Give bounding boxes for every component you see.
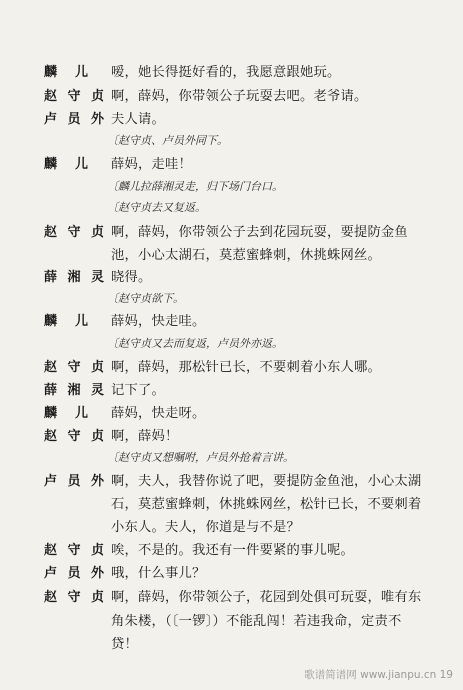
- speaker-name: 卢员外: [44, 112, 104, 127]
- stage-direction-text: 〔赵守贞又去而复返，卢员外亦返。: [107, 337, 283, 350]
- speaker-name: 赵守贞: [44, 360, 104, 375]
- page-number: 19: [439, 669, 453, 681]
- stage-direction-text: 〔赵守贞、卢员外同下。: [107, 134, 228, 147]
- dialogue-text: 啊，薛妈！: [111, 429, 179, 444]
- dialogue-text: 石，莫惹蜜蜂刺，休挑蛛网丝，松针已长，不要刺着: [111, 497, 422, 512]
- dialogue-text: 嗳，她长得挺好看的，我愿意跟她玩。: [111, 65, 341, 80]
- dialogue-text: 哦，什么事儿？: [111, 566, 206, 581]
- speaker-name: 薛湘灵: [44, 270, 104, 285]
- dialogue-text: 啊，薛妈，你带领公子，花园到处俱可玩耍，唯有东: [111, 590, 422, 605]
- stage-direction-text: 〔赵守贞又想嘱咐，卢员外抢着言讲。: [107, 451, 294, 464]
- dialogue-text: 晓得。: [111, 270, 152, 285]
- speaker-name: 麟 儿: [44, 406, 88, 421]
- dialogue-text: 小东人。夫人，你道是与不是？: [111, 520, 300, 535]
- speaker-name: 麟 儿: [44, 157, 88, 172]
- speaker-name: 麟 儿: [44, 314, 88, 329]
- speaker-name: 赵守贞: [44, 89, 104, 104]
- dialogue-text: 薛妈，走哇！: [111, 157, 192, 172]
- stage-direction-text: 〔麟儿拉薛湘灵走，归下场门台口。: [107, 180, 283, 193]
- dialogue-text: 啊，夫人，我替你说了吧，要提防金鱼池，小心太湖: [111, 474, 422, 489]
- dialogue-text: 夫人请。: [111, 112, 165, 127]
- speaker-name: 赵守贞: [44, 543, 104, 558]
- speaker-name: 卢员外: [44, 474, 104, 489]
- dialogue-text: 薛妈，快走哇。: [111, 314, 206, 329]
- dialogue-text: 角朱楼，（〔一锣〕）不能乱闯！若违我命，定责不: [111, 614, 402, 629]
- speaker-name: 薛湘灵: [44, 383, 104, 398]
- dialogue-text: 唉，不是的。我还有一件要紧的事儿呢。: [111, 543, 354, 558]
- dialogue-text: 池，小心太湖石，莫惹蜜蜂刺，休挑蛛网丝。: [111, 248, 381, 263]
- speaker-name: 卢员外: [44, 566, 104, 581]
- stage-direction-text: 〔赵守贞欲下。: [107, 292, 184, 305]
- dialogue-text: 贷！: [111, 637, 138, 652]
- watermark-footer: [304, 667, 453, 682]
- dialogue-text: 薛妈，快走呀。: [111, 406, 206, 421]
- dialogue-text: 啊，薛妈，你带领公子去到花园玩耍，要提防金鱼: [111, 225, 408, 240]
- dialogue-text: 啊，薛妈，你带领公子玩耍去吧。老爷请。: [111, 89, 368, 104]
- speaker-name: 赵守贞: [44, 225, 104, 240]
- watermark-text: 歌谱简谱网 www.jianpu.cn: [304, 669, 437, 681]
- stage-direction-text: 〔赵守贞去又复返。: [107, 201, 206, 214]
- speaker-name: 赵守贞: [44, 429, 104, 444]
- dialogue-text: 啊，薛妈，那松针已长，不要刺着小东人哪。: [111, 360, 381, 375]
- speaker-name: 麟 儿: [44, 65, 88, 80]
- dialogue-text: 记下了。: [111, 383, 165, 398]
- speaker-name: 赵守贞: [44, 590, 104, 605]
